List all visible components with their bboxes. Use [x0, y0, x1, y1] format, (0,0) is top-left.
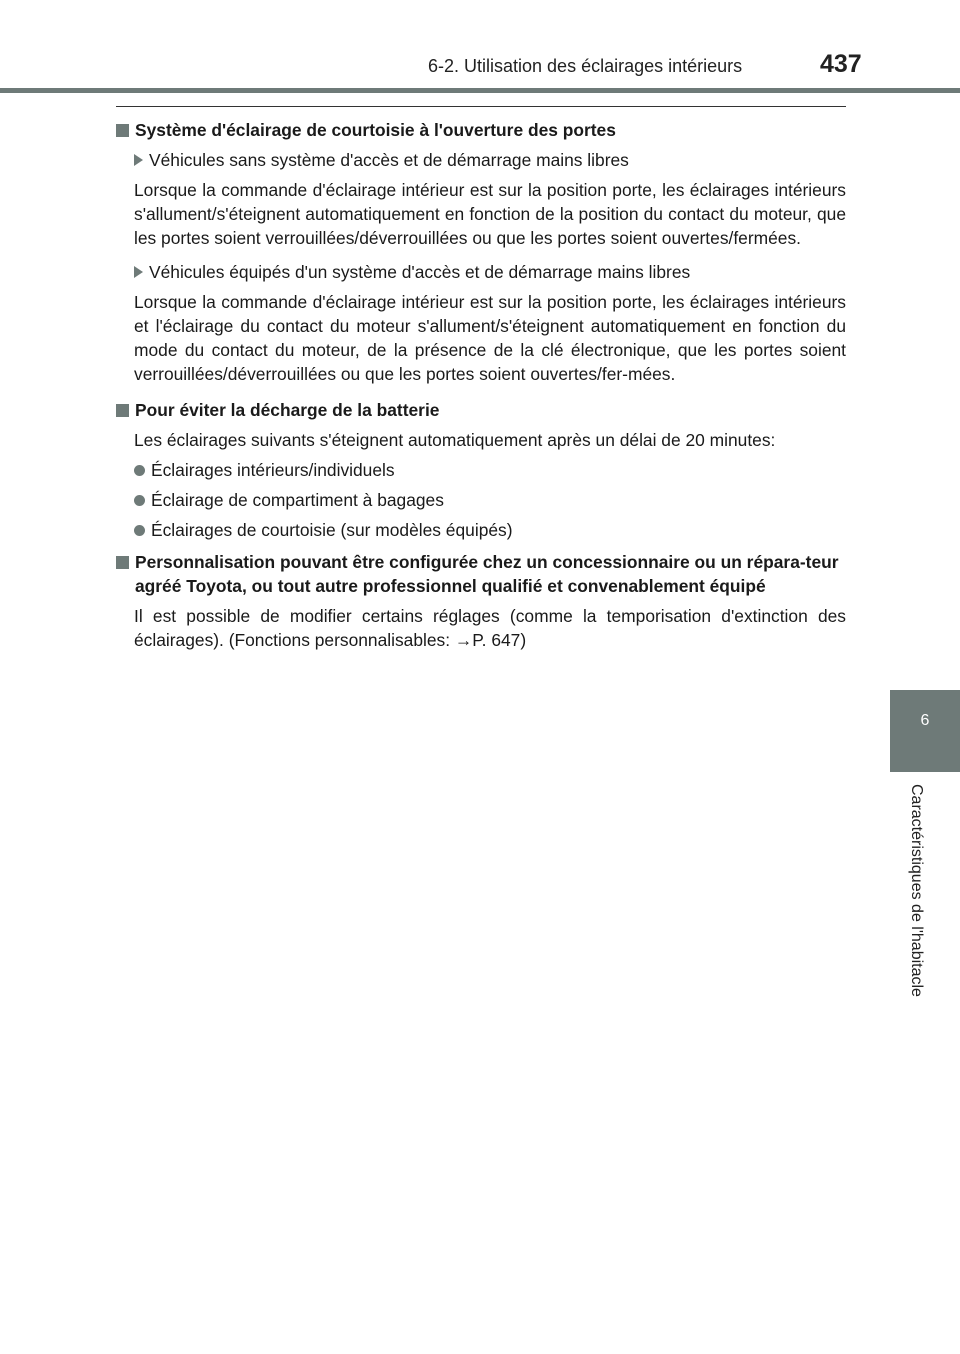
list-item-text: Éclairages de courtoisie (sur modèles équipés): [151, 520, 513, 540]
section-heading: [116, 118, 846, 142]
list-item-text: Éclairage de compartiment à bagages: [151, 490, 444, 510]
round-bullet-icon: [134, 465, 145, 476]
triangle-arrow-icon: [134, 266, 143, 278]
round-bullet-icon: [134, 495, 145, 506]
chapter-tab-number: 6: [920, 712, 930, 729]
paragraph: Lorsque la commande d'éclairage intérieur est sur la position porte, les éclairages intérieurs et l'éclairage du contact du moteur s'allument/s'éteignent automatiquement en fonction du mode du contact du moteur, de la présence de la clé électronique, que les portes soient verrouillées/déverrouillées ou que les portes soient ouvertes/fer-mées.: [134, 292, 846, 384]
chapter-tab: [890, 690, 960, 772]
section-heading: [116, 398, 846, 422]
sub-heading-text: Véhicules sans système d'accès et de démarrage mains libres: [149, 150, 629, 170]
header-rule: [0, 88, 960, 93]
section-customization: [116, 550, 846, 652]
section-heading: [116, 550, 846, 598]
paragraph: Les éclairages suivants s'éteignent automatiquement après un délai de 20 minutes:: [134, 430, 776, 450]
section-heading-text: Système d'éclairage de courtoisie à l'ouverture des portes: [135, 120, 616, 140]
list-item: [134, 518, 846, 542]
content-top-rule: [116, 106, 846, 107]
sub-heading-text: Véhicules équipés d'un système d'accès et de démarrage mains libres: [149, 262, 691, 282]
page-number: 437: [820, 50, 862, 78]
paragraph: Lorsque la commande d'éclairage intérieur est sur la position porte, les éclairages intérieurs s'allument/s'éteignent automatiquement en fonction de la position du contact du moteur, que les portes soient verrouillées/déverrouillées ou que les portes soient ouvertes/fermées.: [134, 180, 846, 248]
square-bullet-icon: [116, 556, 129, 569]
sub-heading: [134, 260, 846, 284]
section-courtesy-lighting: [116, 118, 846, 386]
list-item: [134, 458, 846, 482]
square-bullet-icon: [116, 124, 129, 137]
section-heading-text: Personnalisation pouvant être configurée chez un concessionnaire ou un répara-teur agréé Toyota, ou tout autre professionnel qualifié et convenablement équipé: [135, 552, 839, 596]
paragraph: Il est possible de modifier certains réglages (comme la temporisation d'extinction des éclairages). (Fonctions personnalisables: →P. 647): [134, 606, 846, 650]
page-content: [116, 118, 846, 658]
triangle-arrow-icon: [134, 154, 143, 166]
chapter-title: 6-2. Utilisation des éclairages intérieurs: [428, 56, 743, 76]
square-bullet-icon: [116, 404, 129, 417]
section-heading-text: Pour éviter la décharge de la batterie: [135, 400, 440, 420]
list-item: [134, 488, 846, 512]
chapter-tab-label: Caractéristiques de l'habitacle: [908, 784, 925, 997]
sub-heading: [134, 148, 846, 172]
section-battery: [116, 398, 846, 542]
list-item-text: Éclairages intérieurs/individuels: [151, 460, 395, 480]
round-bullet-icon: [134, 525, 145, 536]
